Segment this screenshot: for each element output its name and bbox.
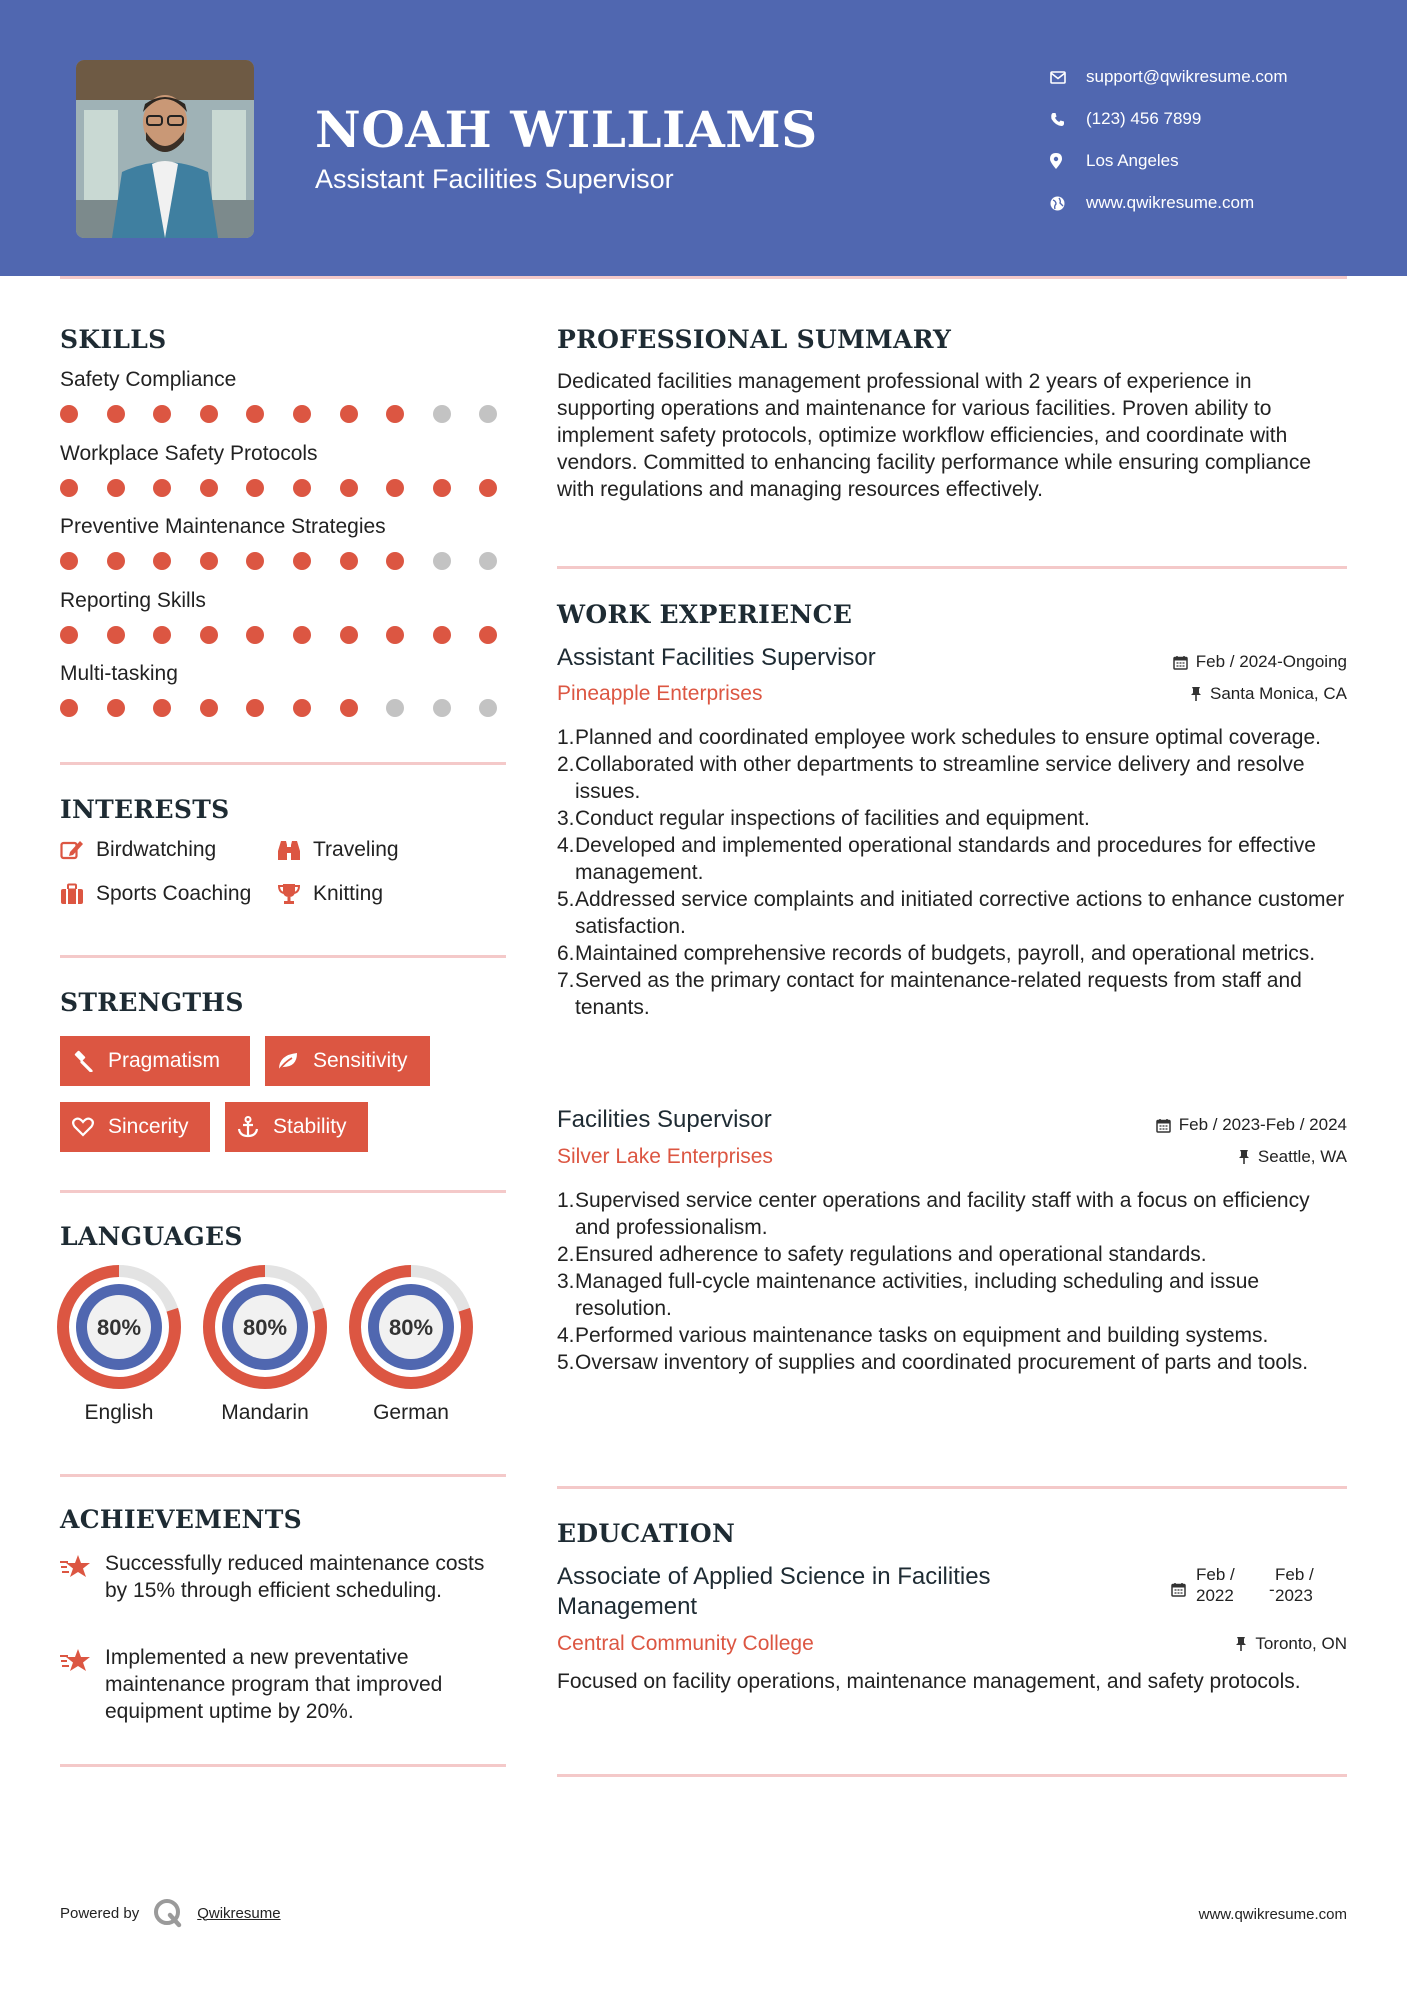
section-divider <box>557 566 1347 569</box>
language-donut <box>349 1265 473 1389</box>
interests-heading: INTERESTS <box>60 795 230 824</box>
section-divider <box>557 1486 1347 1489</box>
skill-dot-filled <box>107 552 125 570</box>
skill-dot-filled <box>293 405 311 423</box>
skill-rating <box>60 551 506 571</box>
language-percent: 80% <box>388 1315 434 1340</box>
skill-dot-filled <box>433 626 451 644</box>
skill-name: Reporting Skills <box>60 589 206 612</box>
job-bullet: 3. Conduct regular inspections of facilities and equipment. <box>557 807 1090 830</box>
strength-badge <box>265 1036 430 1086</box>
skill-dot-empty <box>433 552 451 570</box>
strength-label: Stability <box>273 1115 347 1138</box>
skill-rating <box>60 625 506 645</box>
interest-label: Sports Coaching <box>96 882 252 905</box>
skill-dot-empty <box>479 699 497 717</box>
skill-dot-filled <box>293 479 311 497</box>
contact-location <box>1050 140 1288 182</box>
section-divider <box>60 1474 506 1477</box>
skill-dot-filled <box>153 405 171 423</box>
job-company: Silver Lake Enterprises <box>557 1145 773 1168</box>
interest-item <box>277 882 383 906</box>
summary-heading: PROFESSIONAL SUMMARY <box>557 325 952 354</box>
job-bullets <box>557 1187 1347 1376</box>
experience-heading: WORK EXPERIENCE <box>557 600 853 629</box>
interest-label: Knitting <box>313 882 384 905</box>
skill-dot-filled <box>386 405 404 423</box>
map-pin-icon <box>1050 153 1086 169</box>
skill-dot-empty <box>479 552 497 570</box>
leaf-icon <box>277 1051 313 1071</box>
skill-dot-filled <box>60 405 78 423</box>
job-bullet: 6. Maintained comprehensive records of budgets, payroll, and operational metrics. <box>557 942 1316 965</box>
skill-dot-filled <box>340 479 358 497</box>
contact-phone-text: (123) 456 7899 <box>1086 109 1202 128</box>
language-name: English <box>84 1401 154 1424</box>
job-bullet: 1. Supervised service center operations and facility staff with a focus on efficiency and professionalism. <box>557 1189 1310 1239</box>
calendar-icon <box>1173 655 1188 670</box>
job-bullet: 7. Served as the primary contact for maintenance-related requests from staff and tenants. <box>557 969 1302 1019</box>
skill-dot-filled <box>293 626 311 644</box>
achievements-heading: ACHIEVEMENTS <box>60 1505 302 1534</box>
header-divider <box>60 276 1347 279</box>
skill-rating <box>60 698 506 718</box>
section-divider <box>60 955 506 958</box>
interest-item <box>60 838 216 862</box>
skills-heading: SKILLS <box>60 325 167 354</box>
skill-dot-filled <box>153 699 171 717</box>
skill-dot-empty <box>386 699 404 717</box>
strength-badge <box>60 1036 250 1086</box>
briefcase-icon <box>60 883 96 905</box>
language-percent: 80% <box>242 1315 288 1340</box>
skill-dot-filled <box>200 626 218 644</box>
education-end-date: Feb / 2023 <box>1275 1565 1314 1605</box>
powered-by-text: Powered by <box>60 1904 140 1922</box>
skill-dot-filled <box>200 552 218 570</box>
strength-label: Pragmatism <box>108 1049 221 1072</box>
anchor-icon <box>237 1116 273 1138</box>
achievement-text: Successfully reduced maintenance costs by 15% through efficient scheduling. <box>105 1552 485 1602</box>
interest-label: Traveling <box>313 838 399 861</box>
trophy-icon <box>277 883 313 905</box>
language-item <box>349 1265 473 1425</box>
skill-dot-filled <box>153 479 171 497</box>
contact-website-text: www.qwikresume.com <box>1086 193 1255 212</box>
achievement-text: Implemented a new preventative maintenance program that improved equipment uptime by 20%. <box>105 1646 443 1723</box>
skill-dot-filled <box>60 626 78 644</box>
job-bullet: 4. Performed various maintenance tasks on equipment and building systems. <box>557 1324 1269 1347</box>
skill-name: Multi-tasking <box>60 662 178 685</box>
star-icon <box>60 1550 105 1604</box>
skill-rating <box>60 478 506 498</box>
strength-label: Sincerity <box>108 1115 189 1138</box>
skill-dot-filled <box>246 479 264 497</box>
contact-website[interactable] <box>1050 182 1288 224</box>
skill-dot-empty <box>433 405 451 423</box>
education-description: Focused on facility operations, maintenance management, and safety protocols. <box>557 1670 1301 1693</box>
achievement-item <box>60 1644 506 1725</box>
language-donut <box>57 1265 181 1389</box>
job-bullet: 5. Oversaw inventory of supplies and coordinated procurement of parts and tools. <box>557 1351 1309 1374</box>
skill-dot-filled <box>246 405 264 423</box>
education-location-text: Toronto, ON <box>1255 1634 1347 1653</box>
skill-dot-filled <box>153 626 171 644</box>
qwikresume-logo-icon <box>153 1898 183 1928</box>
skill-dot-filled <box>386 552 404 570</box>
skill-name: Safety Compliance <box>60 368 237 391</box>
skill-rating <box>60 404 506 424</box>
language-percent: 80% <box>96 1315 142 1340</box>
pushpin-icon <box>1235 1636 1247 1652</box>
education-location <box>1235 1634 1347 1654</box>
languages-heading: LANGUAGES <box>60 1222 243 1251</box>
skill-dot-filled <box>60 699 78 717</box>
strength-badge <box>60 1102 210 1152</box>
contact-email[interactable] <box>1050 56 1288 98</box>
skill-dot-filled <box>386 626 404 644</box>
language-item <box>57 1265 181 1425</box>
candidate-title: Assistant Facilities Supervisor <box>315 164 674 194</box>
skill-dot-empty <box>433 699 451 717</box>
job-bullet: 3. Managed full-cycle maintenance activities, including scheduling and issue resolution. <box>557 1270 1260 1320</box>
language-donut <box>203 1265 327 1389</box>
summary-text: Dedicated facilities management professional with 2 years of experience in supporting operations and maintenance for various facilities. Proven ability to implement safety protocols, optimize workflow efficiencies, and coordinate with vendors. Committed to enhancing facility performance while ensuring compliance with regulations and managing resources effectively. <box>557 370 1312 501</box>
job-dates-text: Feb / 2023-Feb / 2024 <box>1178 1115 1347 1134</box>
skill-dot-filled <box>60 552 78 570</box>
job-bullet: 4. Developed and implemented operational standards and procedures for effective management. <box>557 834 1316 884</box>
strength-label: Sensitivity <box>313 1049 408 1072</box>
job-location-text: Santa Monica, CA <box>1209 684 1347 703</box>
candidate-name: NOAH WILLIAMS <box>315 100 818 159</box>
job-location <box>1190 684 1347 704</box>
calendar-icon <box>1171 1582 1186 1602</box>
skill-dot-filled <box>386 479 404 497</box>
contact-location-text: Los Angeles <box>1086 151 1179 170</box>
achievement-item <box>60 1550 506 1604</box>
skill-dot-filled <box>200 699 218 717</box>
pushpin-icon <box>1190 686 1202 702</box>
skill-name: Preventive Maintenance Strategies <box>60 515 386 538</box>
job-bullet: 2. Collaborated with other departments to streamline service delivery and resolve issues. <box>557 753 1305 803</box>
job-dates <box>1173 652 1347 672</box>
education-heading: EDUCATION <box>557 1519 736 1548</box>
skill-dot-filled <box>340 699 358 717</box>
resume-header <box>0 0 1407 276</box>
skill-dot-filled <box>246 626 264 644</box>
section-divider <box>60 1190 506 1193</box>
globe-icon <box>1050 196 1086 211</box>
skill-dot-filled <box>200 405 218 423</box>
skill-dot-filled <box>107 479 125 497</box>
strength-badge <box>225 1102 368 1152</box>
footer-powered <box>60 1898 281 1928</box>
profile-photo <box>76 60 254 238</box>
heart-icon <box>72 1117 108 1137</box>
job-dates <box>1156 1115 1347 1135</box>
skill-dot-filled <box>340 626 358 644</box>
job-dates-text: Feb / 2024-Ongoing <box>1195 652 1347 671</box>
job-title: Facilities Supervisor <box>557 1106 772 1133</box>
qwikresume-link[interactable]: Qwikresume <box>197 1904 281 1922</box>
footer-url[interactable]: www.qwikresume.com <box>1198 1906 1347 1923</box>
language-item <box>203 1265 327 1425</box>
skill-dot-filled <box>340 405 358 423</box>
calendar-icon <box>1156 1118 1171 1133</box>
star-icon <box>60 1644 105 1725</box>
job-bullet: 5. Addressed service complaints and initiated corrective actions to enhance customer satisfaction. <box>557 888 1345 938</box>
education-school: Central Community College <box>557 1632 814 1655</box>
education-degree: Associate of Applied Science in Facilities Management <box>557 1563 991 1620</box>
skill-dot-filled <box>60 479 78 497</box>
skill-dot-filled <box>246 552 264 570</box>
job-bullet: 2. Ensured adherence to safety regulations and operational standards. <box>557 1243 1207 1266</box>
job-company: Pineapple Enterprises <box>557 682 763 705</box>
language-name: German <box>373 1401 449 1424</box>
skill-dot-filled <box>107 626 125 644</box>
education-date-separator: - <box>1269 1580 1275 1599</box>
binoculars-icon <box>277 839 313 861</box>
skill-name: Workplace Safety Protocols <box>60 442 318 465</box>
contact-email-text: support@qwikresume.com <box>1086 67 1288 86</box>
phone-icon <box>1050 112 1086 127</box>
education-start-date: Feb / 2022 <box>1196 1565 1235 1605</box>
interest-label: Birdwatching <box>96 838 217 861</box>
envelope-icon <box>1050 71 1086 84</box>
job-bullets <box>557 724 1347 1021</box>
job-bullet: 1. Planned and coordinated employee work schedules to ensure optimal coverage. <box>557 726 1321 749</box>
contact-phone[interactable] <box>1050 98 1288 140</box>
contact-list <box>1050 56 1288 224</box>
interest-item <box>60 882 251 906</box>
job-title: Assistant Facilities Supervisor <box>557 644 876 671</box>
interest-item <box>277 838 399 862</box>
pencil-square-icon <box>60 839 96 861</box>
skill-dot-filled <box>107 699 125 717</box>
strengths-heading: STRENGTHS <box>60 988 244 1017</box>
skill-dot-filled <box>200 479 218 497</box>
skill-dot-filled <box>107 405 125 423</box>
skill-dot-filled <box>433 479 451 497</box>
skill-dot-empty <box>479 405 497 423</box>
section-divider <box>60 762 506 765</box>
skill-dot-filled <box>479 626 497 644</box>
skill-dot-filled <box>479 479 497 497</box>
section-divider <box>60 1764 506 1767</box>
skill-dot-filled <box>293 699 311 717</box>
skill-dot-filled <box>293 552 311 570</box>
gavel-icon <box>72 1050 108 1072</box>
language-name: Mandarin <box>221 1401 309 1424</box>
skill-dot-filled <box>340 552 358 570</box>
section-divider <box>557 1774 1347 1777</box>
pushpin-icon <box>1238 1149 1250 1165</box>
job-location <box>1238 1147 1347 1167</box>
job-location-text: Seattle, WA <box>1257 1147 1347 1166</box>
skill-dot-filled <box>246 699 264 717</box>
skill-dot-filled <box>153 552 171 570</box>
